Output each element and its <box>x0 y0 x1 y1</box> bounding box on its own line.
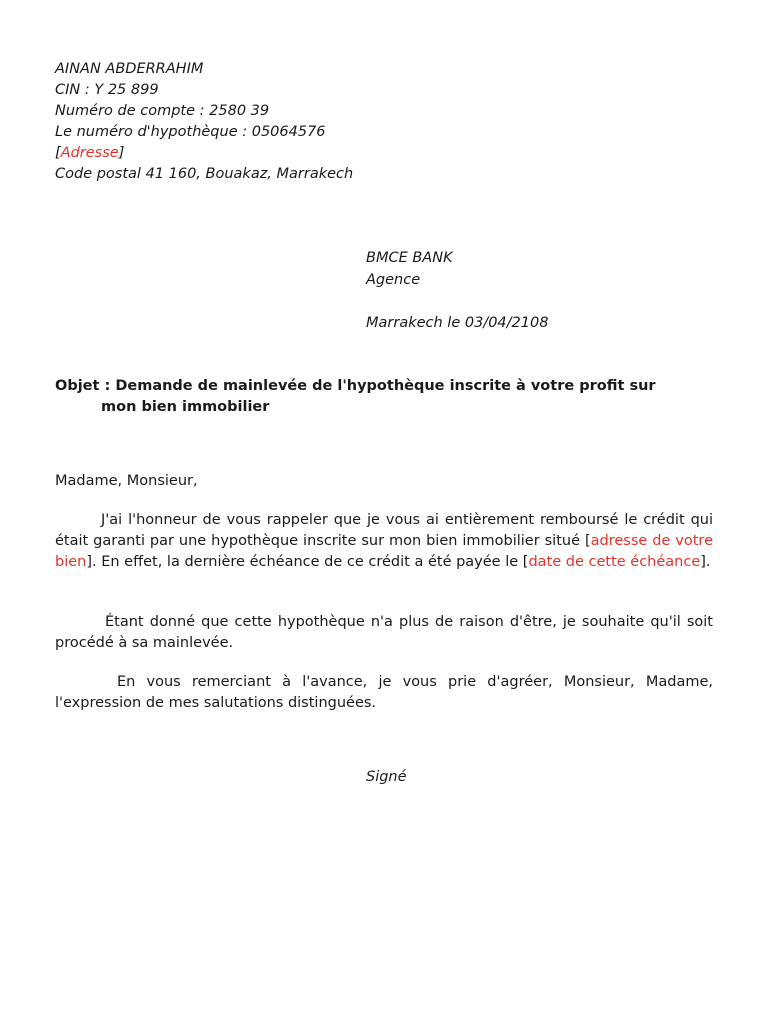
signature: Signé <box>366 769 407 785</box>
paragraph-1-text-a: J'ai l'honneur de vous rappeler que je vous ai entièrement remboursé le crédit qui était garanti par une hypothèque inscrite sur mon bien immobilier situé [ <box>55 512 713 549</box>
address-of-property-placeholder: adresse de votre bien <box>55 533 713 570</box>
sender-account-number: Numéro de compte : 2580 39 <box>55 103 270 119</box>
due-date-placeholder: date de cette échéance <box>528 554 701 570</box>
address-placeholder: Adresse <box>60 145 119 161</box>
address-bracket-open: [ <box>55 145 61 161</box>
sender-mortgage-number: Le numéro d'hypothèque : 05064576 <box>55 124 326 140</box>
paragraph-1-text-c: ]. <box>700 554 711 570</box>
paragraph-1 <box>55 510 713 573</box>
sender-address <box>55 143 353 164</box>
recipient-bank: BMCE BANK <box>366 250 453 266</box>
salutation: Madame, Monsieur, <box>55 473 198 489</box>
subject-line-2: mon bien immobilier <box>101 399 270 415</box>
sender-name: AINAN ABDERRAHIM <box>55 61 204 77</box>
recipient-agency: Agence <box>366 272 421 288</box>
paragraph-3: En vous remerciant à l'avance, je vous prie d'agréer, Monsieur, Madame, l'expression de mes salutations distinguées. <box>55 674 713 711</box>
paragraph-1-text-b: ]. En effet, la dernière échéance de ce crédit a été payée le [ <box>86 554 529 570</box>
address-bracket-close: ] <box>118 145 125 161</box>
place-and-date: Marrakech le 03/04/2108 <box>366 315 549 331</box>
subject-line <box>55 376 715 418</box>
sender-block <box>55 59 353 185</box>
subject-line-1: Objet : Demande de mainlevée de l'hypothèque inscrite à votre profit sur <box>55 378 656 394</box>
sender-cin: CIN : Y 25 899 <box>55 82 159 98</box>
paragraph-2: Étant donné que cette hypothèque n'a plus de raison d'être, je souhaite qu'il soit procédé à sa mainlevée. <box>55 614 713 651</box>
sender-postal-code: Code postal 41 160, Bouakaz, Marrakech <box>55 166 354 182</box>
